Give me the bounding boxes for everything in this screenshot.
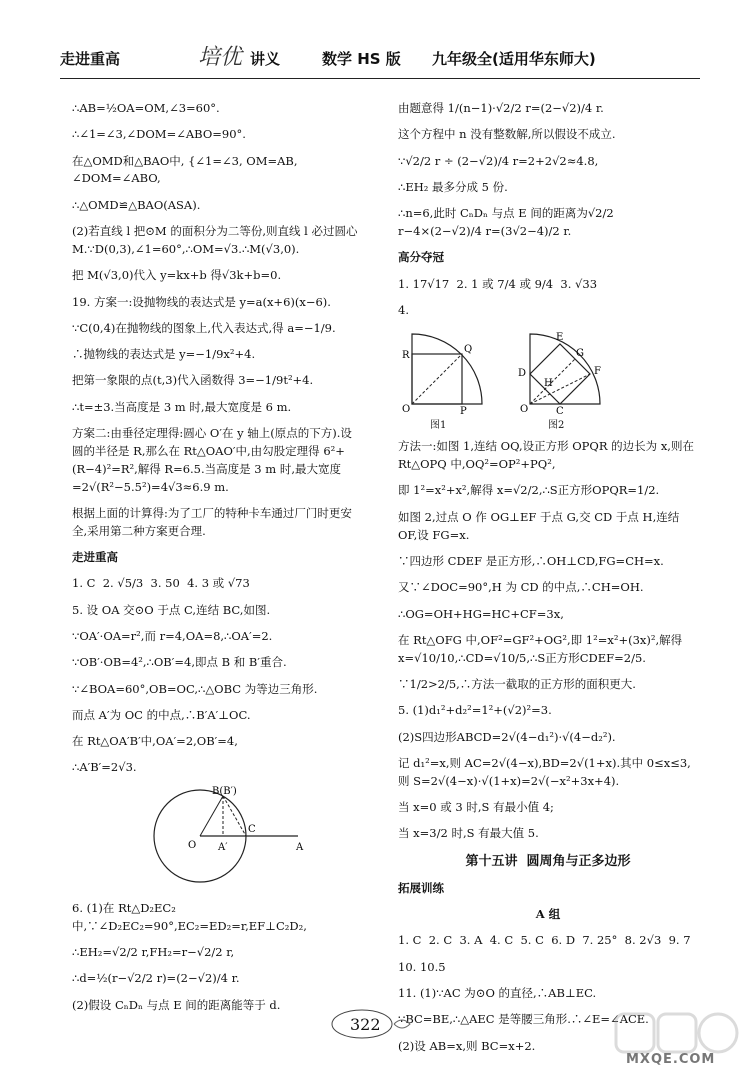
circle-figure [72,786,332,892]
label-o: O [188,839,197,851]
label-g: G [576,348,584,360]
text-line: 4. [398,303,409,317]
group-heading: A 组 [535,907,561,922]
label-o1: O [402,404,411,416]
text-line: ∴EH₂=√2/2 r,FH₂=r−√2/2 r, [72,944,235,959]
text-line: (2)假设 CₙDₙ 与点 E 间的距离能等于 d. [72,997,281,1012]
text-line: ∴d=½(r−√2/2 r)=(2−√2)/4 r. [72,971,240,986]
text-line: ∴△OMD≌△BAO(ASA). [72,197,201,212]
label-h: H [544,378,553,390]
text-line: ∴AB=½OA=OM,∠3=60°. [72,101,220,115]
text-line: 在△OMD和△BAO中, {∠1=∠3, OM=AB, ∠DOM=∠ABO, [72,153,302,186]
text-line: ∵∠BOA=60°,OB=OC,∴△OBC 为等边三角形. [72,681,318,696]
text-line: 由题意得 1/(n−1)·√2/2 r=(2−√2)/4 r. [398,101,604,115]
text-line: ∴A′B′=2√3. [72,760,137,775]
label-p: P [460,406,467,418]
text-line: ∵四边形 CDEF 是正方形,∴OH⊥CD,FG=CH=x. [398,553,664,568]
text-line: 即 1²=x²+x²,解得 x=√2/2,∴S正方形OPQR=1/2. [398,483,660,498]
text-line: (2)若直线 l 把⊙M 的面积分为二等份,则直线 l 必过圆心 M.∵D(0,3),∠1=60°,∴OM=√3.∴M(√3,0). [72,224,362,256]
figure-captions [398,418,698,430]
text-line: ∵BC=BE,∴△AEC 是等腰三角形.∴∠E=∠ACE. [398,1012,649,1027]
label-a-prime: A′ [218,841,228,853]
text-line: 19. 方案一:设抛物线的表达式是 y=a(x+6)(x−6). [72,294,331,309]
text-line: (2)S四边形ABCD=2√(4−d₁²)·√(4−d₂²). [398,729,616,744]
left-column [72,100,362,1023]
text-line: ∵C(0,4)在抛物线的图象上,代入表达式,得 a=−1/9. [72,320,336,335]
section-heading: 高分夺冠 [398,250,444,265]
text-line: 在 Rt△OFG 中,OF²=GF²+OG²,即 1²=x²+(3x)²,解得 x=√10/10,∴CD=√10/5,∴S正方形CDEF=2/5. [398,632,686,665]
text-line: ∴EH₂ 最多分成 5 份. [398,179,508,194]
label-e: E [556,332,564,344]
edition-label: 数学 HS 版 [322,50,401,68]
text-line: 根据上面的计算得:为了工厂的特种卡车通过厂门时更安全,采用第二种方案更合理. [72,505,352,538]
grade-label: 九年级全(适用华东师大) [432,50,596,68]
text-line: 5. (1)d₁²+d₂²=1²+(√2)²=3. [398,703,552,718]
label-o2: O [520,404,529,416]
text-line: ∴OG=OH+HG=HC+CF=3x, [398,606,564,621]
text-line: 而点 A′为 OC 的中点,∴B′A′⊥OC. [72,707,251,722]
text-line: ∵√2/2 r ÷ (2−√2)/4 r=2+2√2≈4.8, [398,153,599,168]
caption-fig2: 图2 [548,420,565,432]
page-number: 322 [350,1015,381,1034]
text-line: 1. 17√17 2. 1 或 7/4 或 9/4 3. √33 [398,276,598,291]
section-heading: 拓展训练 [398,880,444,895]
right-column [398,100,698,1064]
header-rule [60,78,700,79]
calligraphy-logo: 培优 [198,45,243,70]
series-title: 讲义 [250,50,281,68]
caption-fig1: 图1 [430,420,447,432]
text-line: ∴n=6,此时 CₙDₙ 与点 E 间的距离为√2/2 r−4×(2−√2)/4 r=(3√2−4)/2 r. [398,206,618,239]
square-figures [398,328,698,418]
text-line: ∴抛物线的表达式是 y=−1/9x²+4. [72,347,256,362]
text-line: 6. (1)在 Rt△D₂EC₂ 中,∵∠D₂EC₂=90°,EC₂=ED₂=r,EF⊥C₂D₂, [72,900,307,933]
label-d: D [518,368,527,380]
text-line: 这个方程中 n 没有整数解,所以假设不成立. [398,127,616,142]
text-line: 5. 设 OA 交⊙O 于点 C,连结 BC,如图. [72,602,271,617]
text-line: 当 x=3/2 时,S 有最大值 5. [398,826,539,841]
brand-title: 走进重高 [60,50,121,68]
text-line: 把第一象限的点(t,3)代入函数得 3=−1/9t²+4. [72,373,314,388]
label-b: B(B′) [212,785,237,797]
label-c: C [248,823,256,835]
page-header [60,40,700,74]
text-line: 1. C 2. √5/3 3. 50 4. 3 或 √73 [72,576,250,591]
text-line: ∴∠1=∠3,∠DOM=∠ABO=90°. [72,127,246,142]
text-line: 方案二:由垂径定理得:圆心 O′在 y 轴上(原点的下方).设圆的半径是 R,那么在 Rt△OAO′中,由勾股定理得 6²+(R−4)²=R²,解得 R=6.5.当高度是 3 m 时,最大宽度=2√(R²−5.5²)=4√3≈6.9 m. [72,426,352,494]
section-heading: 走进重高 [72,549,118,564]
label-f: F [594,366,601,378]
watermark-text: MXQE.COM [626,1052,716,1067]
text-line: 又∵∠DOC=90°,H 为 CD 的中点,∴CH=OH. [398,580,644,595]
text-line: 11. (1)∵AC 为⊙O 的直径,∴AB⊥EC. [398,986,597,1001]
label-r: R [402,350,410,362]
text-line: (2)设 AB=x,则 BC=x+2. [398,1038,536,1053]
text-line: 1. C 2. C 3. A 4. C 5. C 6. D 7. 25° 8. 2√3 9. 7 [398,933,691,948]
lesson-title: 第十五讲 圆周角与正多边形 [465,853,631,869]
text-line: ∴t=±3.当高度是 3 m 时,最大宽度是 6 m. [72,399,292,414]
text-line: 在 Rt△OA′B′中,OA′=2,OB′=4, [72,734,238,749]
text-line: ∵OA′·OA=r²,而 r=4,OA=8,∴OA′=2. [72,628,273,643]
text-line: ∵1/2>2/5,∴方法一截取的正方形的面积更大. [398,676,636,691]
text-line: 方法一:如图 1,连结 OQ,设正方形 OPQR 的边长为 x,则在 Rt△OPQ 中,OQ²=OP²+PQ², [398,439,698,472]
text-line: ∵OB′·OB=4²,∴OB′=4,即点 B 和 B′重合. [72,655,287,670]
label-c2: C [556,406,564,418]
text-line: 当 x=0 或 3 时,S 有最小值 4; [398,800,554,814]
label-q: Q [464,344,473,356]
text-line: 把 M(√3,0)代入 y=kx+b 得√3k+b=0. [72,268,282,283]
label-a: A [296,841,304,853]
text-line: 如图 2,过点 O 作 OG⊥EF 于点 G,交 CD 于点 H,连结 OF,设 FG=x. [398,509,683,542]
text-line: 10. 10.5 [398,959,446,974]
text-line: 记 d₁²=x,则 AC=2√(4−x),BD=2√(1+x).其中 0≤x≤3,则 S=2√(4−x)·√(1+x)=2√(−x²+3x+4). [398,755,691,788]
